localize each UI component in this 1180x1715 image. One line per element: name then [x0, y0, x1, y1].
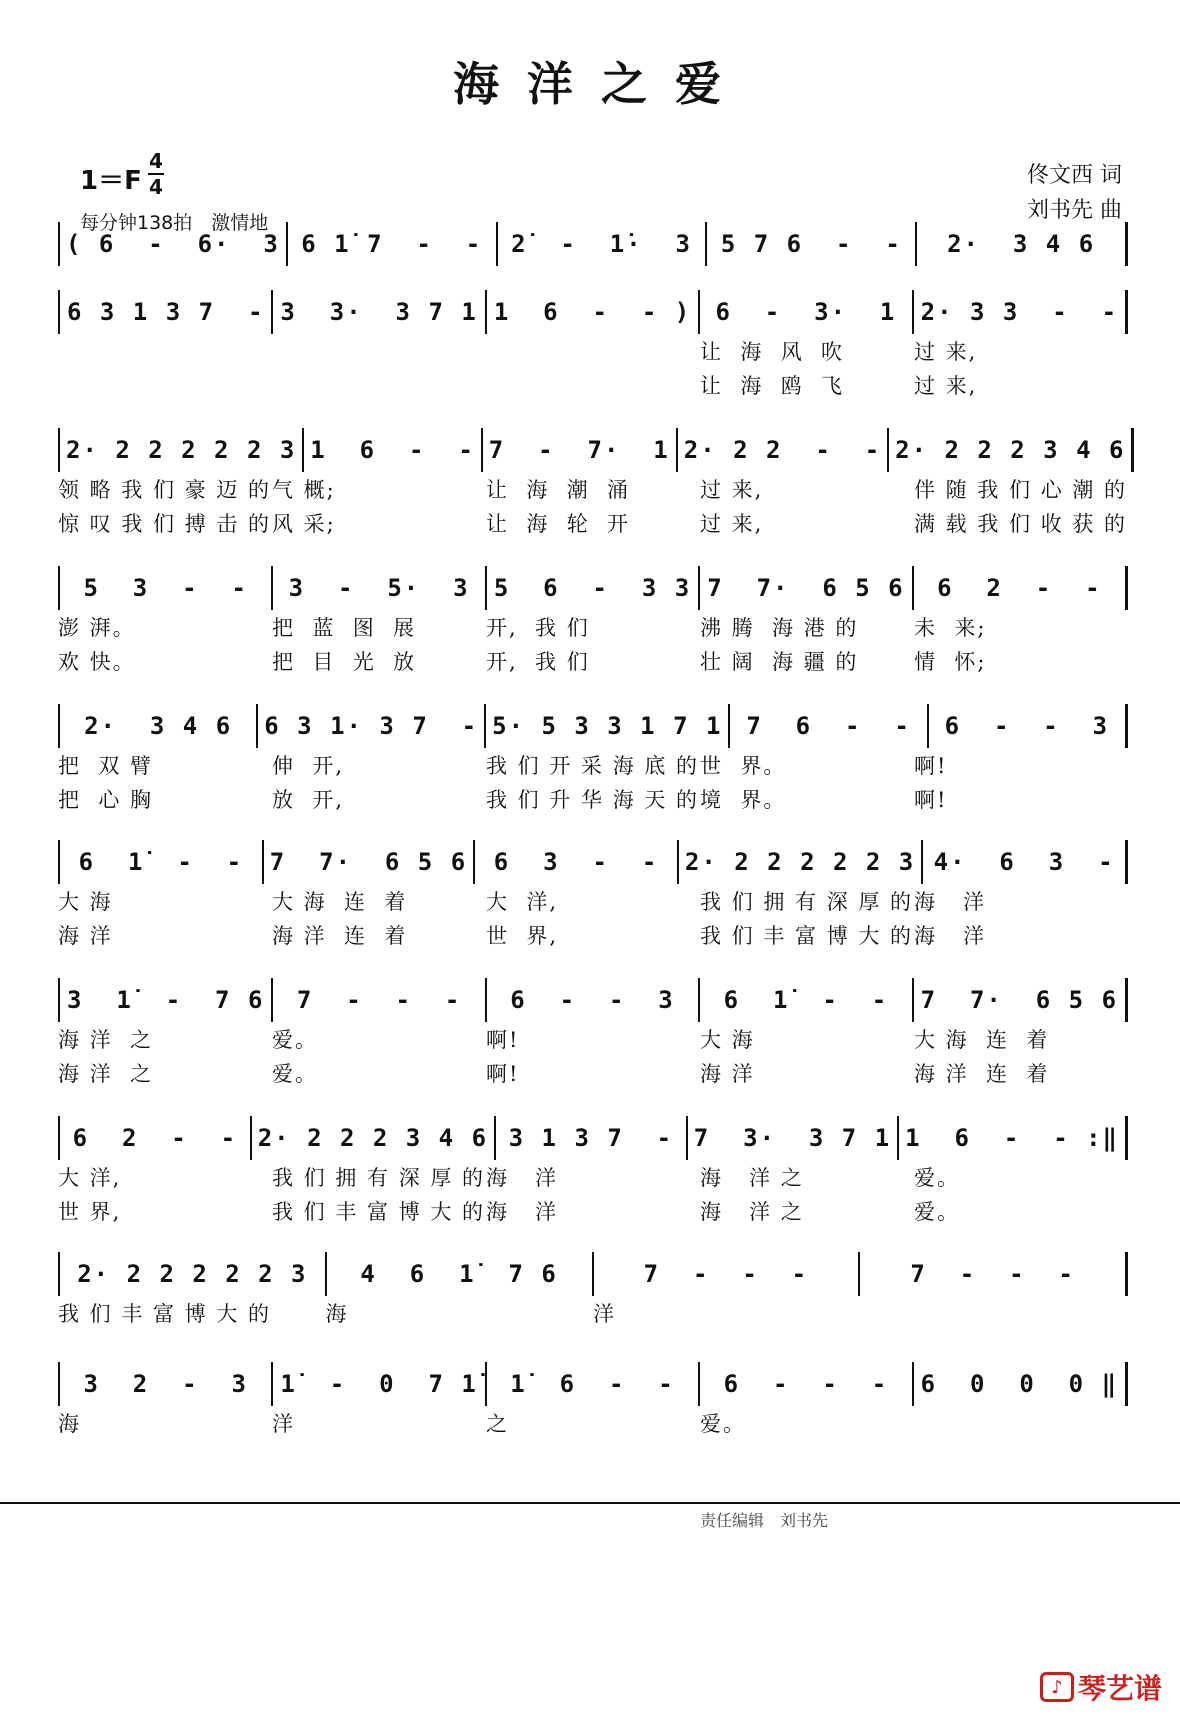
lyric-segment: 啊!	[486, 1062, 520, 1086]
brand-logo-icon: ♪	[1040, 1672, 1074, 1702]
measure	[487, 566, 700, 610]
measure-notes: 7 7· 6 5 6	[269, 848, 468, 876]
brand-name: 琴艺谱	[1077, 1672, 1162, 1705]
time-signature	[148, 150, 164, 198]
lyric-segment: 洋	[593, 1302, 616, 1326]
lyric-segment: 大 海	[58, 890, 113, 914]
measure-notes: 1̇ - 0 7 1̇	[280, 1370, 478, 1398]
lyric-segment: 开, 我 们	[486, 616, 590, 640]
measure-notes: 6 2 - -	[937, 574, 1102, 602]
lyric-segment: 啊!	[914, 754, 948, 778]
measure	[496, 1116, 688, 1160]
measure	[58, 978, 273, 1022]
lyric-segment: 过 来,	[914, 374, 978, 398]
measure-notes: 1 6 - - :‖	[905, 1124, 1119, 1152]
measure	[483, 428, 678, 472]
lyric-segment: 放 开,	[272, 788, 345, 812]
measure-notes: 2̇ - 1̇· 3	[511, 230, 693, 258]
measure	[889, 428, 1134, 472]
measure	[929, 704, 1128, 748]
score-system	[58, 840, 1128, 952]
time-signature-top: 4	[149, 149, 163, 173]
measure	[273, 566, 486, 610]
lyric-line-verse-2	[58, 1056, 1128, 1090]
lyric-segment: 爱。	[700, 1412, 746, 1436]
lyric-line-verse-1	[58, 334, 1128, 368]
lyric-segment: 海	[58, 1412, 81, 1436]
notes-row	[58, 1362, 1128, 1406]
lyric-line-verse-1	[58, 1022, 1128, 1056]
measure-notes: 1 6 - - )	[493, 298, 692, 326]
measure-notes: 4 6 1̇ 7 6	[360, 1260, 558, 1288]
measure-notes: 6 - - 3	[510, 986, 675, 1014]
notes-row	[58, 290, 1128, 334]
measure	[273, 1362, 486, 1406]
measure	[688, 1116, 899, 1160]
lyric-segment: 爱。	[914, 1166, 960, 1190]
composer-credit: 刘书先 曲	[1027, 198, 1122, 223]
notes-row	[58, 566, 1128, 610]
measure-notes: 3 3· 3 7 1	[280, 298, 478, 326]
lyric-segment: 过 来,	[700, 512, 764, 536]
lyric-segment: 啊!	[914, 788, 948, 812]
measure	[273, 290, 486, 334]
lyric-segment: 风 采;	[272, 512, 336, 536]
measure	[304, 428, 483, 472]
measure-notes: 4· 6 3 -	[933, 848, 1115, 876]
measure-notes: 3 - 5· 3	[288, 574, 470, 602]
measure	[700, 566, 913, 610]
key-signature: 1＝F	[80, 166, 142, 196]
measure	[58, 1252, 327, 1296]
notes-row	[58, 978, 1128, 1022]
lyric-segment: 我 们 拥 有 深 厚 的	[272, 1166, 486, 1190]
measure-notes: 2· 2 2 2 2 2 3	[77, 1260, 308, 1288]
lyricist-credit: 佟文西 词	[1027, 163, 1122, 188]
lyric-line-verse-1	[58, 1406, 1128, 1440]
lyric-line-verse-1	[58, 472, 1128, 506]
measure	[707, 222, 917, 266]
lyric-segment: 开, 我 们	[486, 650, 590, 674]
measure-notes: 7 - 7· 1	[488, 436, 670, 464]
lyric-segment: 让 海 风 吹	[700, 340, 845, 364]
measure-notes: 7 7· 6 5 6	[707, 574, 905, 602]
lyric-line-verse-2	[58, 782, 1128, 816]
lyric-line-verse-1	[58, 1160, 1128, 1194]
measure-notes: 5 6 - 3 3	[493, 574, 692, 602]
lyric-segment: 把 目 光 放	[272, 650, 417, 674]
measure	[923, 840, 1128, 884]
lyric-segment: 伴 随 我 们 心 潮 的	[914, 478, 1128, 502]
measure-notes: 6 3 1· 3 7 -	[264, 712, 479, 740]
lyric-segment: 洋	[272, 1412, 295, 1436]
notes-row	[58, 840, 1128, 884]
lyric-segment: 海 洋	[486, 1166, 559, 1190]
lyric-segment: 欢 快。	[58, 650, 136, 674]
measure-notes: 7 - - -	[296, 986, 462, 1014]
lyric-segment: 未 来;	[914, 616, 987, 640]
lyric-segment: 世 界,	[486, 924, 559, 948]
measure-notes: 6 0 0 0 ‖	[920, 1370, 1119, 1398]
measure-notes: 1 6 - -	[310, 436, 475, 464]
lyric-segment: 世 界,	[58, 1200, 122, 1224]
lyric-segment: 我 们 丰 富 博 大 的	[58, 1302, 272, 1326]
measure	[288, 222, 498, 266]
lyric-segment: 大 海 连 着	[914, 1028, 1050, 1052]
lyric-segment: 世 界。	[700, 754, 787, 778]
measure-notes: 1̇ 6 - -	[510, 1370, 675, 1398]
score-system	[58, 978, 1128, 1090]
lyric-line-verse-2	[58, 368, 1128, 402]
measure-notes: 3 1̇ - 7 6	[67, 986, 265, 1014]
lyric-segment: 情 怀;	[914, 650, 987, 674]
measure	[914, 566, 1128, 610]
measure-notes: 6 3 1 3 7 -	[67, 298, 265, 326]
notes-row	[58, 704, 1128, 748]
score-system	[58, 222, 1128, 266]
footer-credit: 责任编辑 刘书先	[700, 1511, 829, 1530]
notes-row	[58, 428, 1128, 472]
score-system	[58, 566, 1128, 678]
measure-notes: 2· 3 3 - -	[920, 298, 1119, 326]
lyric-segment: 海 洋	[486, 1200, 559, 1224]
measure	[700, 1362, 913, 1406]
lyric-segment: 过 来,	[700, 478, 764, 502]
measure-notes: 3 2 - 3	[83, 1370, 248, 1398]
time-signature-bottom: 4	[149, 175, 163, 199]
score-system	[58, 1362, 1128, 1440]
lyric-segment: 我 们 丰 富 博 大 的	[272, 1200, 486, 1224]
measure	[486, 704, 730, 748]
lyric-segment: 让 海 鸥 飞	[700, 374, 845, 398]
measure-notes: 6 1̇ 7 - -	[301, 230, 483, 258]
lyric-segment: 大 洋,	[58, 1166, 122, 1190]
lyric-segment: 之	[486, 1412, 509, 1436]
notes-row	[58, 222, 1128, 266]
lyric-line-verse-1	[58, 748, 1128, 782]
measure	[475, 840, 679, 884]
measure	[487, 978, 700, 1022]
measure-notes: 6 1̇ - -	[78, 848, 244, 876]
measure	[58, 1116, 252, 1160]
measure	[58, 1362, 273, 1406]
measure-notes: 7 - - -	[910, 1260, 1075, 1288]
lyric-segment: 让 海 轮 开	[486, 512, 631, 536]
lyric-segment: 海 洋	[700, 1062, 755, 1086]
measure-notes: 2· 3 4 6	[84, 712, 233, 740]
lyric-segment: 大 海	[700, 1028, 755, 1052]
score-system	[58, 1252, 1128, 1330]
measure	[914, 1362, 1128, 1406]
measure	[914, 978, 1128, 1022]
measure	[273, 978, 486, 1022]
measure-notes: 2· 2 2 2 2 2 3	[684, 848, 916, 876]
lyric-segment: 领 略 我 们 豪 迈 的	[58, 478, 272, 502]
measure-notes: 7 - - -	[643, 1260, 809, 1288]
measure-notes: 2· 3 4 6	[947, 230, 1096, 258]
lyric-segment: 海 洋	[914, 924, 987, 948]
lyric-segment: 惊 叹 我 们 搏 击 的	[58, 512, 272, 536]
footer-divider	[0, 1502, 1180, 1504]
lyric-segment: 海 洋 之	[58, 1028, 154, 1052]
lyric-segment: 把 心 胸	[58, 788, 154, 812]
measure-notes: 6 - - -	[723, 1370, 889, 1398]
lyric-segment: 海 洋 之	[700, 1200, 804, 1224]
score-system	[58, 704, 1128, 816]
lyric-segment: 大 海 连 着	[272, 890, 408, 914]
lyric-segment: 澎 湃。	[58, 616, 136, 640]
measure-notes: 6 - 3· 1	[715, 298, 897, 326]
measure	[58, 290, 273, 334]
lyric-segment: 满 载 我 们 收 获 的	[914, 512, 1128, 536]
lyric-line-verse-2	[58, 506, 1128, 540]
lyric-segment: 爱。	[914, 1200, 960, 1224]
measure	[730, 704, 928, 748]
measure	[264, 840, 475, 884]
measure	[917, 222, 1128, 266]
measure	[258, 704, 486, 748]
notes-row	[58, 1116, 1128, 1160]
measure	[678, 428, 889, 472]
measure	[58, 428, 304, 472]
measure	[914, 290, 1128, 334]
lyric-segment: 海 洋	[58, 924, 113, 948]
lyric-line-verse-1	[58, 610, 1128, 644]
score-system	[58, 1116, 1128, 1228]
lyric-segment: 海 洋 之	[700, 1166, 804, 1190]
measure	[679, 840, 923, 884]
lyric-segment: 让 海 潮 涌	[486, 478, 631, 502]
lyric-segment: 大 洋,	[486, 890, 559, 914]
measure-notes: 5· 5 3 3 1 7 1	[492, 712, 723, 740]
brand-watermark	[1040, 1667, 1162, 1707]
lyric-line-verse-1	[58, 1296, 1128, 1330]
lyric-segment: 把 蓝 图 展	[272, 616, 417, 640]
measure	[860, 1252, 1128, 1296]
lyric-segment: 我 们 升 华 海 天 的	[486, 788, 700, 812]
measure	[487, 290, 700, 334]
lyric-line-verse-2	[58, 644, 1128, 678]
lyric-segment: 海 洋 连 着	[914, 1062, 1050, 1086]
measure	[327, 1252, 594, 1296]
measure	[58, 704, 258, 748]
measure-notes: 2· 2 2 2 3 4 6	[895, 436, 1126, 464]
measure	[498, 222, 708, 266]
measure-notes: 2· 2 2 2 3 4 6	[257, 1124, 489, 1152]
measure-notes: 5 7 6 - -	[720, 230, 902, 258]
measure-notes: 7 3· 3 7 1	[693, 1124, 892, 1152]
lyric-segment: 境 界。	[700, 788, 787, 812]
measure-notes: 2· 2 2 - -	[683, 436, 882, 464]
measure-notes: 7 7· 6 5 6	[920, 986, 1119, 1014]
measure	[58, 840, 264, 884]
measure-notes: 6 - - 3	[944, 712, 1110, 740]
notes-row	[58, 1252, 1128, 1296]
lyric-segment: 我 们 拥 有 深 厚 的	[700, 890, 914, 914]
measure-notes: 2· 2 2 2 2 2 3	[66, 436, 297, 464]
measure	[700, 290, 913, 334]
measure-notes: 3 1 3 7 -	[508, 1124, 674, 1152]
lyric-segment: 海 洋 之	[58, 1062, 154, 1086]
measure	[252, 1116, 496, 1160]
measure-notes: 5 3 - -	[83, 574, 248, 602]
measure	[58, 222, 288, 266]
lyric-segment: 爱。	[272, 1028, 318, 1052]
measure	[594, 1252, 861, 1296]
lyric-line-verse-1	[58, 884, 1128, 918]
measure	[700, 978, 913, 1022]
measure	[58, 566, 273, 610]
lyric-segment: 过 来,	[914, 340, 978, 364]
lyric-segment: 沸 腾 海 港 的	[700, 616, 859, 640]
lyric-segment: 把 双 臂	[58, 754, 154, 778]
lyric-segment: 壮 阔 海 疆 的	[700, 650, 859, 674]
tempo-marking: 每分钟138拍 激情地	[80, 212, 269, 234]
measure-notes: 6 3 - -	[493, 848, 659, 876]
measure	[899, 1116, 1128, 1160]
lyric-segment: 海	[325, 1302, 349, 1326]
lyric-segment: 海 洋 连 着	[272, 924, 408, 948]
lyric-segment: 啊!	[486, 1028, 520, 1052]
score-system	[58, 290, 1128, 402]
measure-notes: 6 2 - -	[72, 1124, 238, 1152]
lyric-segment: 气 概;	[272, 478, 336, 502]
score-system	[58, 428, 1128, 540]
measure	[487, 1362, 700, 1406]
lyric-segment: 我 们 丰 富 博 大 的	[700, 924, 914, 948]
lyric-segment: 海 洋	[914, 890, 987, 914]
lyric-line-verse-2	[58, 1194, 1128, 1228]
lyric-line-verse-2	[58, 918, 1128, 952]
measure-notes: 7 6 - -	[746, 712, 911, 740]
measure-notes: ( 6 - 6· 3	[66, 230, 280, 258]
lyric-segment: 爱。	[272, 1062, 318, 1086]
lyric-segment: 伸 开,	[272, 754, 345, 778]
lyric-segment: 我 们 开 采 海 底 的	[486, 754, 700, 778]
song-title: 海 洋 之 爱	[452, 57, 728, 111]
measure-notes: 6 1̇ - -	[723, 986, 889, 1014]
